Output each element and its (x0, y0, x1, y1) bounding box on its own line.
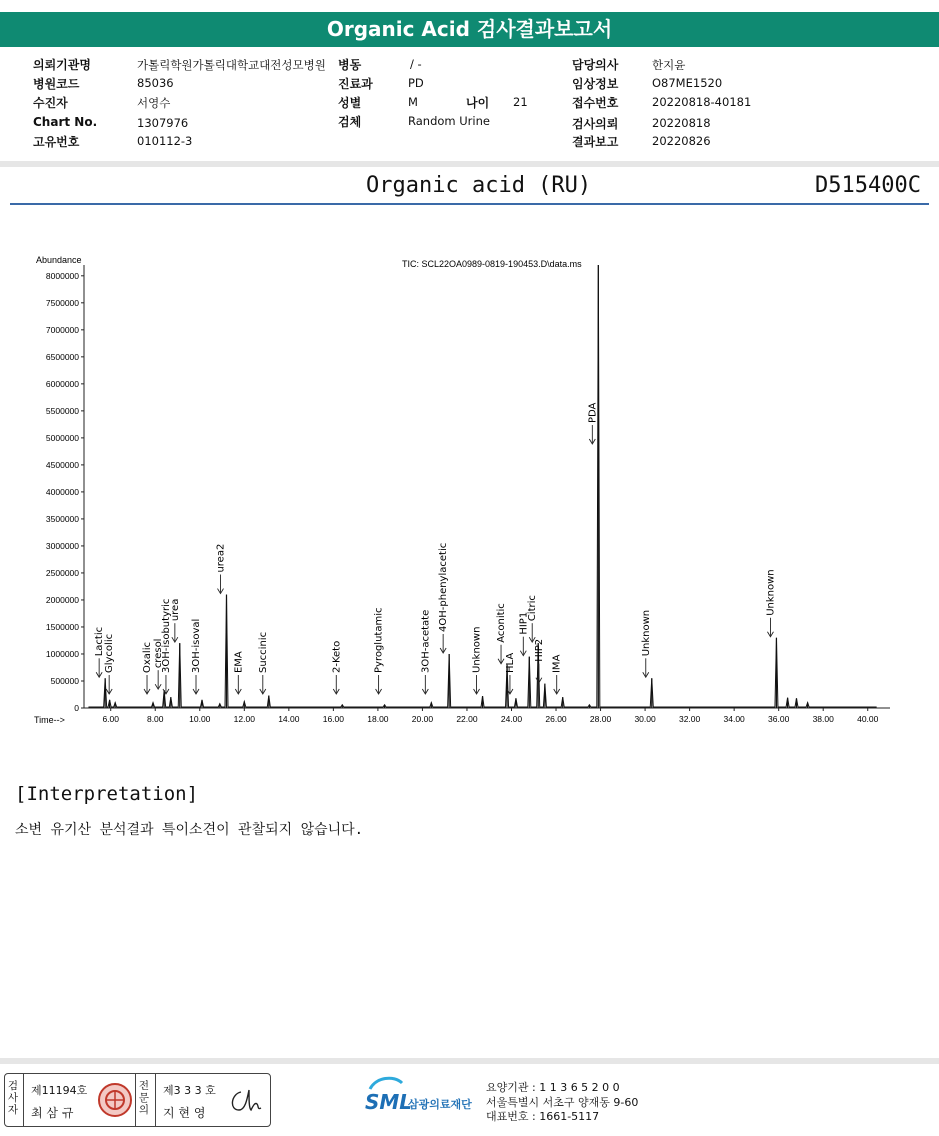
x-tick-label: 28.00 (589, 714, 612, 724)
label-report-date: 결과보고 (572, 135, 619, 149)
annotation-label: Oxalic (142, 642, 154, 673)
x-tick-label: 22.00 (456, 714, 478, 724)
value-clinical-info: O87ME1520 (652, 76, 723, 90)
annotation-label: Pyroglutamic (373, 607, 385, 673)
y-tick-label: 1000000 (45, 648, 79, 659)
value-sex: M (408, 95, 418, 109)
y-tick-label: 8000000 (45, 270, 79, 281)
label-sex: 성별 (338, 96, 362, 110)
x-tick-label: 18.00 (367, 714, 389, 724)
label-specimen: 검체 (338, 115, 362, 129)
lab-phone: 대표번호 : 1661-5117 (486, 1110, 600, 1123)
divider-top (0, 161, 939, 167)
y-axis-label: Abundance (36, 255, 82, 265)
annotation-label: 4OH-phenylacetic (438, 542, 450, 632)
y-tick-label: 3000000 (45, 540, 79, 551)
value-chart-no: 1307976 (137, 116, 189, 130)
y-tick-label: 4500000 (45, 459, 79, 470)
y-tick-label: 0 (74, 703, 79, 713)
annotation-label: Unknown (640, 609, 652, 657)
annotation-label: 3OH-isoval (191, 618, 203, 673)
interpretation-text: 소변 유기산 분석결과 특이소견이 관찰되지 않습니다. (15, 822, 364, 838)
y-tick-label: 6500000 (45, 351, 79, 362)
value-report-date: 20220826 (652, 134, 711, 148)
chromatogram-chart (0, 245, 939, 745)
annotation-label: EMA (233, 651, 245, 673)
examiner-name: 최 삼 규 (31, 1106, 74, 1120)
sml-logo-icon (368, 1075, 404, 1091)
y-tick-label: 500000 (50, 675, 79, 686)
divider-blue (10, 203, 929, 205)
y-tick-label: 3500000 (45, 513, 79, 524)
x-tick-label: 24.00 (500, 714, 523, 724)
x-tick-label: 14.00 (278, 714, 300, 724)
value-age: 21 (513, 95, 528, 109)
examiner-label: 검사자 (7, 1080, 19, 1116)
footer (0, 1065, 939, 1136)
value-specimen: Random Urine (408, 114, 490, 128)
value-doctor: 한지윤 (652, 58, 686, 72)
y-tick-label: 4000000 (45, 486, 79, 497)
y-tick-label: 5500000 (45, 405, 79, 416)
x-tick-label: 30.00 (634, 714, 656, 724)
label-age: 나이 (466, 96, 490, 110)
annotation-label: HIP1 (518, 611, 530, 635)
value-ward: / - (410, 57, 422, 71)
annotation-label: Unknown (765, 569, 777, 616)
annotation-label: Lactic (94, 626, 106, 657)
report-title: Organic Acid 검사결과보고서 (0, 12, 939, 47)
x-tick-label: 40.00 (857, 714, 879, 724)
divider-bottom (0, 1058, 939, 1064)
annotation-label: HLA (504, 652, 516, 673)
value-unique-no: 010112-3 (137, 134, 193, 148)
signature-box (4, 1073, 271, 1127)
x-tick-label: 20.00 (411, 714, 434, 724)
seal-icon (97, 1082, 133, 1118)
label-department: 진료과 (338, 77, 373, 91)
sml-logo-text: SML (365, 1090, 413, 1114)
value-request-date: 20220818 (652, 116, 711, 130)
test-title: Organic acid (RU) (366, 173, 592, 198)
specialist-label: 전문의 (138, 1080, 150, 1116)
y-tick-label: 5000000 (45, 432, 79, 443)
chart-title: TIC: SCL22OA0989-0819-190453.D\data.ms (402, 259, 582, 269)
x-tick-label: 10.00 (189, 714, 211, 724)
value-patient: 서영수 (137, 96, 171, 110)
label-hospital-code: 병원코드 (33, 77, 80, 91)
lab-name: 삼광의료재단 (408, 1098, 472, 1111)
x-axis-label: Time--> (34, 715, 65, 725)
annotation-label: urea2 (215, 543, 227, 573)
annotation-label: Glycolic (104, 633, 116, 673)
label-chart-no: Chart No. (33, 115, 98, 129)
specialist-name: 지 현 영 (163, 1106, 206, 1120)
x-tick-label: 6.00 (102, 714, 119, 724)
x-tick-label: 32.00 (678, 714, 701, 724)
lab-address: 서울특별시 서초구 양재동 9-60 (486, 1096, 639, 1109)
label-patient: 수진자 (33, 96, 68, 110)
annotation-label: cresol (153, 638, 165, 669)
x-tick-label: 36.00 (768, 714, 790, 724)
annotation-label: PDA (587, 402, 599, 423)
interpretation-heading: [Interpretation] (15, 783, 199, 805)
annotation-label: Citric (527, 595, 539, 622)
annotation-label: 3OH-acetate (420, 609, 432, 673)
annotation-label: IMA (551, 654, 563, 673)
x-tick-label: 38.00 (812, 714, 834, 724)
x-tick-label: 8.00 (146, 714, 164, 724)
y-tick-label: 2000000 (45, 594, 79, 605)
annotation-label: urea (169, 598, 181, 622)
y-tick-label: 7000000 (45, 324, 79, 335)
signature-icon (227, 1086, 265, 1116)
value-hospital-code: 85036 (137, 76, 174, 90)
x-tick-label: 34.00 (723, 714, 745, 724)
examiner-license: 제11194호 (31, 1084, 88, 1097)
annotation-label: Unknown (471, 626, 483, 673)
test-code: D515400C (815, 173, 921, 198)
value-institution: 가톨릭학원가톨릭대학교대전성모병원 (137, 58, 326, 72)
y-tick-label: 2500000 (45, 567, 79, 578)
y-tick-label: 7500000 (45, 297, 79, 308)
value-department: PD (408, 76, 424, 90)
label-clinical-info: 임상정보 (572, 77, 619, 91)
y-tick-label: 6000000 (45, 378, 79, 389)
patient-info (0, 52, 939, 160)
label-unique-no: 고유번호 (33, 135, 80, 149)
x-tick-label: 12.00 (233, 714, 255, 724)
annotation-label: 3OH-isobutyric (160, 598, 172, 673)
annotation-label: HIP2 (533, 638, 545, 662)
annotation-label: Succinic (257, 631, 269, 673)
value-accession: 20220818-40181 (652, 95, 752, 109)
label-ward: 병동 (338, 58, 362, 72)
label-accession: 접수번호 (572, 96, 619, 110)
label-request-date: 검사의뢰 (572, 117, 619, 131)
y-tick-label: 1500000 (45, 621, 79, 632)
x-tick-label: 16.00 (322, 714, 345, 724)
annotation-label: 2-Keto (331, 640, 343, 673)
annotation-label: Aconitic (496, 603, 508, 643)
x-tick-label: 26.00 (545, 714, 567, 724)
label-doctor: 담당의사 (572, 58, 619, 72)
label-institution: 의뢰기관명 (33, 58, 91, 72)
specialist-license: 제3 3 3 호 (163, 1084, 216, 1097)
care-code: 요양기관 : 1 1 3 6 5 2 0 0 (486, 1081, 620, 1094)
